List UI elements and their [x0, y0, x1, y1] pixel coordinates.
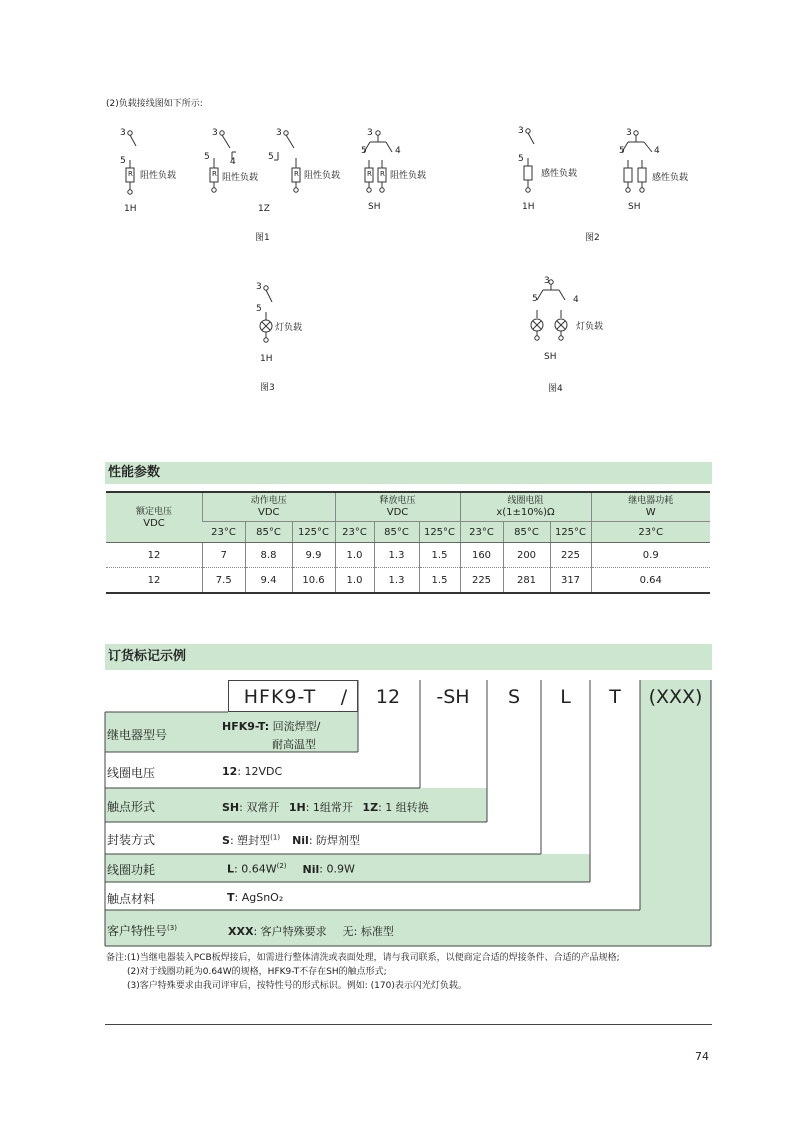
table-cell: 1.0: [335, 543, 374, 568]
note-2: (2)对于线圈功耗为0.64W的规格，HFK9-T不存在SH的触点形式;: [127, 967, 387, 977]
table-cell: 12: [147, 574, 161, 586]
temp-cell: 85°C: [503, 522, 550, 543]
table-cell: 9.9: [292, 543, 335, 568]
table-cell: 317: [550, 568, 591, 594]
table-cell: 1.3: [374, 568, 419, 594]
page-number: 74: [695, 1050, 709, 1063]
temp-cell: 125°C: [292, 522, 335, 543]
pin-3-label: 3: [212, 128, 218, 138]
table-cell: 0.64: [591, 568, 710, 594]
temp-cell: 85°C: [374, 522, 419, 543]
pin-5-label: 5: [204, 152, 210, 162]
type-label: 1H: [124, 204, 137, 214]
resistor-label: R: [380, 170, 385, 178]
type-label: 1H: [522, 202, 535, 212]
order-label-material: 触点材料: [107, 892, 156, 906]
pin-3-label: 3: [518, 126, 524, 136]
temp-cell: 23°C: [591, 522, 710, 543]
resistor-label: R: [128, 170, 133, 178]
pin-4-label: 4: [654, 146, 660, 156]
pin-3-label: 3: [120, 128, 126, 138]
note-3: (3)客户特殊要求由我司评审后，按特性号的形式标识。例如: (170)表示闪光灯负载。: [127, 981, 467, 991]
order-desc-model: HFK9-T: 回流焊型/: [222, 720, 321, 733]
code-contact: -SH: [436, 686, 470, 708]
pin-5-label: 5: [120, 156, 126, 166]
pin-5-label: 5: [268, 152, 274, 162]
order-desc-custom: XXX: 客户特殊要求 无: 标准型: [228, 925, 394, 938]
header-release: 释放电压 VDC: [335, 492, 460, 522]
temp-cell: 125°C: [550, 522, 591, 543]
code-voltage: 12: [375, 686, 401, 708]
table-cell: 200: [503, 543, 550, 568]
order-label-custom: 客户特性号$^{(3)}$: [107, 924, 177, 938]
pin-5-label: 5: [619, 146, 625, 156]
order-desc-material: T: AgSnO₂: [227, 891, 284, 904]
header-rated: 额定电压 VDC: [106, 492, 203, 543]
resistor-label: R: [294, 170, 299, 178]
load-label: 灯负载: [576, 322, 604, 332]
table-cell: 160: [460, 543, 503, 568]
order-desc-coil: 12: 12VDC: [222, 765, 283, 778]
table-cell: 1.5: [419, 543, 460, 568]
table-cell: 8.8: [245, 543, 292, 568]
pin-3-label: 3: [626, 128, 632, 138]
figure-caption: 图2: [585, 233, 600, 243]
resistor-label: R: [212, 170, 217, 178]
temp-cell: 23°C: [335, 522, 374, 543]
pin-5-label: 5: [256, 304, 262, 314]
load-label: 阻性负载: [222, 173, 259, 183]
header-pickup: 动作电压 VDC: [203, 492, 336, 522]
type-label: 1H: [260, 354, 273, 364]
pin-5-label: 5: [532, 294, 538, 304]
pin-5-label: 5: [361, 146, 367, 156]
table-cell: 1.5: [419, 568, 460, 594]
order-label-package: 封装方式: [107, 833, 156, 847]
header-coil: 线圈电阻 x(1±10%)Ω: [460, 492, 591, 522]
resistor-label: R: [367, 170, 372, 178]
table-cell: 1.0: [335, 568, 374, 594]
table-cell: 0.9: [591, 543, 710, 568]
order-label-power: 线圈功耗: [107, 863, 156, 877]
order-desc-contact: SH: 双常开 1H: 1组常开 1Z: 1 组转换: [222, 801, 429, 814]
type-label: SH: [544, 352, 557, 362]
table-cell: 7: [203, 543, 246, 568]
code-custom: (XXX): [648, 686, 703, 708]
load-label: 感性负载: [541, 169, 578, 179]
order-label-coil: 线圈电压: [107, 766, 156, 780]
pin-3-label: 3: [256, 282, 262, 292]
temp-cell: 85°C: [245, 522, 292, 543]
load-label: 灯负载: [275, 323, 303, 333]
header-power: 继电器功耗 W: [591, 492, 710, 522]
type-label: SH: [368, 202, 381, 212]
pin-4-label: 4: [395, 146, 401, 156]
code-power: L: [560, 686, 571, 708]
perf-section-title: 性能参数: [105, 462, 712, 484]
order-desc-power: L: $0.64W^{(2)}$ Nil: 0.9W: [227, 862, 355, 876]
table-cell: 9.4: [245, 568, 292, 594]
figure-caption: 图4: [548, 384, 563, 394]
table-cell: 281: [503, 568, 550, 594]
type-label: SH: [628, 202, 641, 212]
table-cell: 1.3: [374, 543, 419, 568]
pin-3-label: 3: [276, 128, 282, 138]
load-label: 感性负载: [652, 173, 689, 183]
table-cell: 7.5: [203, 568, 246, 594]
load-label: 阻性负载: [140, 171, 177, 181]
order-desc-package: S: 塑封型$^{(1)}$ Nil: 防焊剂型: [222, 833, 361, 847]
note-1: 备注:(1)当继电器装入PCB板焊接后，如需进行整体清洗或表面处理，请与我司联系，以便商定合适的焊接条件、合适的产品规格;: [106, 953, 620, 963]
pin-4-label: 4: [573, 295, 579, 305]
footer-divider: [105, 1024, 712, 1025]
load-label: 阻性负载: [304, 171, 341, 181]
pin-3-label: 3: [367, 128, 373, 138]
table-cell: 12: [106, 543, 203, 568]
wiring-heading: (2)负载接线图如下所示:: [106, 99, 203, 109]
pin-4-label: 4: [230, 157, 236, 167]
table-cell: 10.6: [292, 568, 335, 594]
order-desc-model-2: 耐高温型: [272, 738, 316, 751]
table-cell: 225: [550, 543, 591, 568]
code-slash: /: [340, 686, 348, 708]
order-label-contact: 触点形式: [107, 800, 156, 814]
order-section-title: 订货标记示例: [105, 644, 712, 670]
figure-caption: 图3: [260, 383, 275, 393]
code-package: S: [507, 686, 521, 708]
figure-caption: 图1: [255, 233, 270, 243]
code-material: T: [609, 686, 621, 708]
temp-cell: 23°C: [203, 522, 246, 543]
table-cell: 225: [460, 568, 503, 594]
pin-5-label: 5: [518, 154, 524, 164]
temp-cell: 23°C: [460, 522, 503, 543]
pin-3-label: 3: [544, 276, 550, 286]
temp-cell: 125°C: [419, 522, 460, 543]
code-model: HFK9-T: [243, 686, 317, 708]
type-label: 1Z: [258, 204, 270, 214]
load-label: 阻性负载: [390, 171, 427, 181]
order-label-model: 继电器型号: [107, 728, 168, 742]
